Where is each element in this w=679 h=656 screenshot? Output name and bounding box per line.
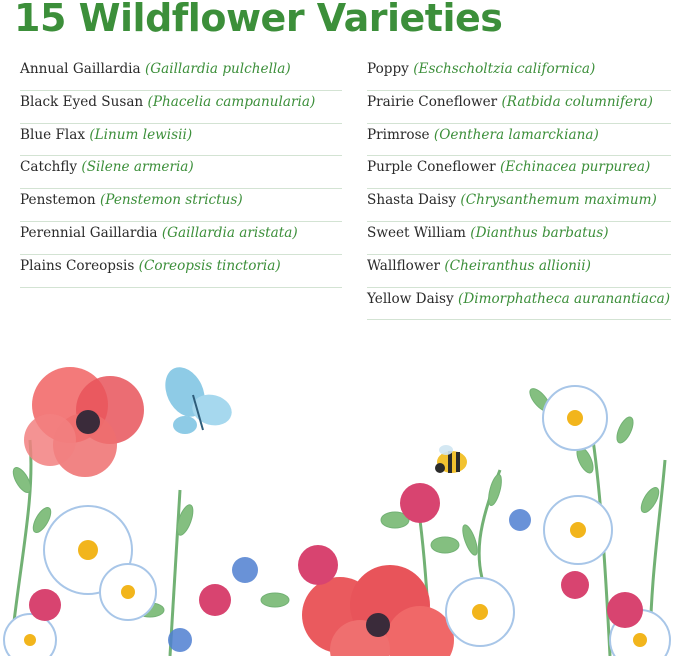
- common-name: Annual Gaillardia: [20, 61, 141, 77]
- list-item: Purple Coneflower (Echinacea purpurea): [367, 156, 671, 189]
- bee-icon: [435, 445, 467, 473]
- scientific-name: Dianthus barbatus: [475, 224, 604, 241]
- common-name: Prairie Coneflower: [367, 93, 498, 110]
- scientific-name: Eschscholtzia californica: [418, 61, 591, 77]
- wildflower-illustration: [0, 330, 679, 656]
- list-item: Prairie Coneflower (Ratbida columnifera): [367, 91, 671, 124]
- common-name: Wallflower: [367, 257, 441, 274]
- clover-icon: [561, 571, 589, 599]
- common-name: Catchfly: [20, 159, 78, 176]
- scientific-name: Silene armeria: [86, 159, 189, 176]
- scientific-name: Oenthera lamarckiana: [439, 126, 594, 143]
- scientific-name: Gaillardia aristata: [167, 224, 293, 241]
- list-item: Primrose (Oenthera lamarckiana): [367, 124, 671, 157]
- list-item: Sweet William (Dianthus barbatus): [367, 222, 671, 255]
- scientific-name: Cheiranthus allionii: [449, 257, 586, 274]
- common-name: Plains Coreopsis: [20, 257, 135, 274]
- daisy-icon: [446, 578, 514, 646]
- variety-list-left: [20, 58, 342, 288]
- scientific-name: Phacelia campanularia: [152, 93, 310, 110]
- list-item: Wallflower (Cheiranthus allionii): [367, 255, 671, 288]
- list-item: Perennial Gaillardia (Gaillardia aristata): [20, 222, 342, 255]
- clover-icon: [607, 592, 643, 628]
- list-item: Plains Coreopsis (Coreopsis tinctoria): [20, 255, 342, 288]
- common-name: Primrose: [367, 126, 430, 143]
- daisy-icon: [544, 496, 612, 564]
- clover-icon: [199, 584, 231, 616]
- common-name: Black Eyed Susan: [20, 93, 144, 110]
- scientific-name: Dimorphatheca auranantiaca: [463, 290, 665, 307]
- common-name: Perennial Gaillardia: [20, 224, 158, 241]
- common-name: Shasta Daisy: [367, 192, 457, 209]
- list-item: Poppy (Eschscholtzia californica): [367, 58, 671, 91]
- scientific-name: Chrysanthemum maximum: [465, 192, 652, 209]
- list-item: Annual Gaillardia (Gaillardia pulchella): [20, 58, 342, 91]
- list-item: Shasta Daisy (Chrysanthemum maximum): [367, 189, 671, 222]
- clover-icon: [298, 545, 338, 585]
- poppy-icon: [24, 367, 144, 477]
- scientific-name: Ratbida columnifera: [506, 93, 648, 110]
- scientific-name: Coreopsis tinctoria: [143, 257, 276, 274]
- common-name: Penstemon: [20, 192, 96, 209]
- scientific-name: Linum lewisii: [94, 126, 187, 143]
- clover-icon: [29, 589, 61, 621]
- common-name: Purple Coneflower: [367, 159, 496, 176]
- common-name: Blue Flax: [20, 126, 86, 143]
- daisy-icon: [543, 386, 607, 450]
- list-item: Catchfly (Silene armeria): [20, 156, 342, 189]
- list-item: Penstemon (Penstemon strictus): [20, 189, 342, 222]
- daisy-icon: [100, 564, 156, 620]
- common-name: Sweet William: [367, 224, 466, 241]
- variety-list-right: [367, 58, 671, 320]
- common-name: Poppy: [367, 61, 409, 77]
- scientific-name: Penstemon strictus: [105, 192, 238, 209]
- list-item: Yellow Daisy (Dimorphatheca auranantiaca): [367, 288, 671, 321]
- butterfly-icon: [158, 361, 236, 434]
- list-item: Blue Flax (Linum lewisii): [20, 124, 342, 157]
- scientific-name: Gaillardia pulchella: [150, 61, 286, 77]
- common-name: Yellow Daisy: [367, 290, 454, 307]
- clover-icon: [400, 483, 440, 523]
- scientific-name: Echinacea purpurea: [505, 159, 645, 176]
- list-item: Black Eyed Susan (Phacelia campanularia): [20, 91, 342, 124]
- page-title: 15 Wildflower Varieties: [14, 0, 503, 40]
